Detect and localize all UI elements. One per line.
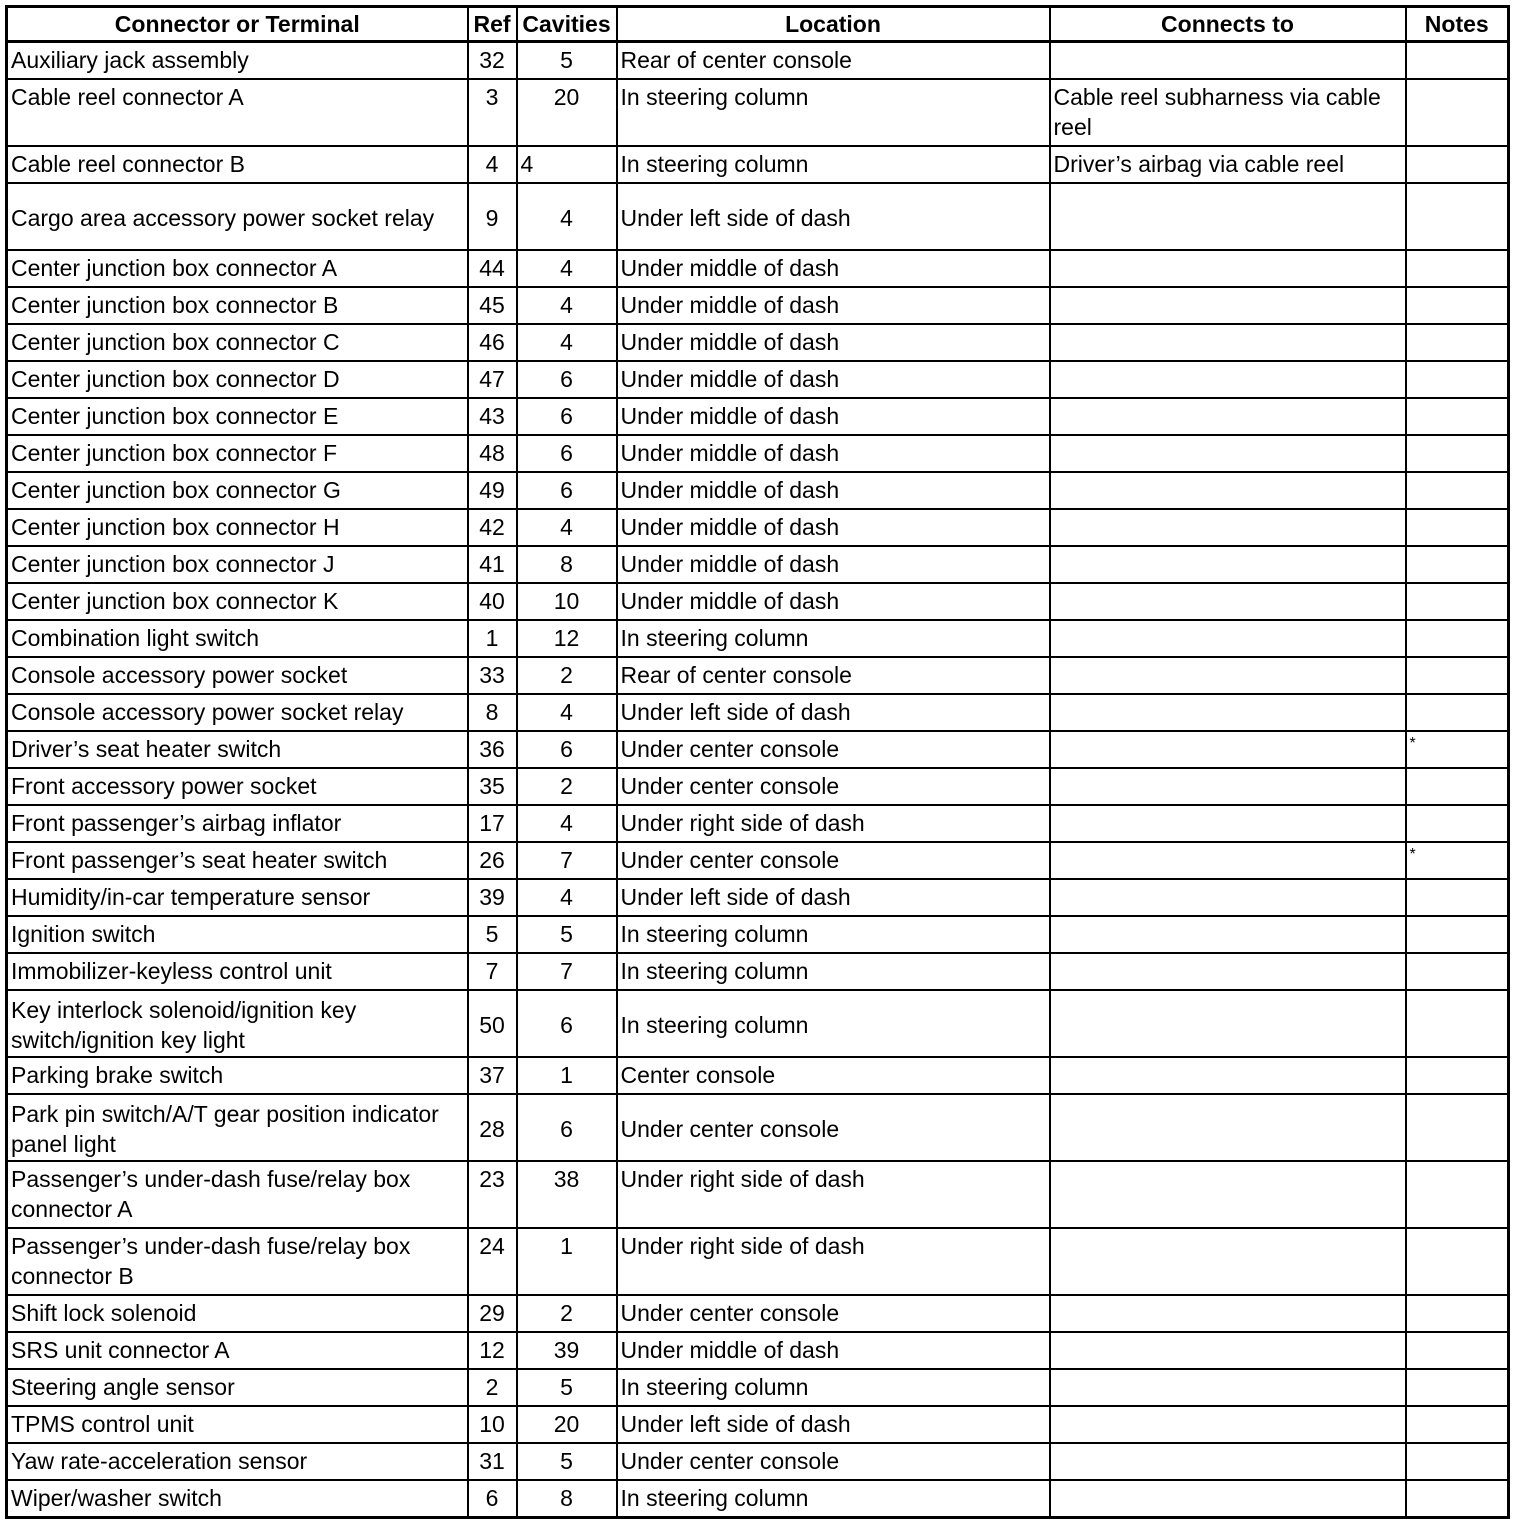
cell-notes — [1406, 1480, 1509, 1518]
cell-ref: 40 — [468, 583, 517, 620]
cell-connector: Wiper/washer switch — [7, 1480, 468, 1518]
header-connector: Connector or Terminal — [7, 7, 468, 42]
cell-notes — [1406, 657, 1509, 694]
table-row — [7, 250, 1509, 287]
table-row — [7, 509, 1509, 546]
cell-ref: 3 — [468, 79, 517, 146]
cell-notes — [1406, 1332, 1509, 1369]
header-location: Location — [617, 7, 1050, 42]
cell-connector: Center junction box connector H — [7, 509, 468, 546]
cell-connects-to — [1050, 42, 1406, 80]
cell-location: In steering column — [617, 953, 1050, 990]
cell-ref: 10 — [468, 1406, 517, 1443]
cell-ref: 32 — [468, 42, 517, 80]
cell-connector: Key interlock solenoid/ignition key switch/ignition key light — [7, 990, 468, 1057]
cell-location: Under middle of dash — [617, 1332, 1050, 1369]
cell-connects-to — [1050, 805, 1406, 842]
cell-connects-to — [1050, 879, 1406, 916]
cell-cavities: 5 — [517, 916, 617, 953]
cell-connects-to — [1050, 1228, 1406, 1295]
header-row — [7, 7, 1509, 42]
cell-connector: Parking brake switch — [7, 1057, 468, 1094]
cell-location: In steering column — [617, 990, 1050, 1057]
cell-connector: TPMS control unit — [7, 1406, 468, 1443]
cell-location: Under right side of dash — [617, 1161, 1050, 1228]
cell-location: Under center console — [617, 731, 1050, 768]
cell-ref: 24 — [468, 1228, 517, 1295]
cell-connects-to — [1050, 435, 1406, 472]
cell-notes — [1406, 42, 1509, 80]
cell-ref: 4 — [468, 146, 517, 183]
table-row — [7, 1406, 1509, 1443]
cell-ref: 6 — [468, 1480, 517, 1518]
cell-ref: 26 — [468, 842, 517, 879]
cell-notes — [1406, 583, 1509, 620]
cell-connector: Yaw rate-acceleration sensor — [7, 1443, 468, 1480]
cell-connects-to — [1050, 990, 1406, 1057]
cell-location: Under center console — [617, 1094, 1050, 1161]
cell-ref: 33 — [468, 657, 517, 694]
cell-cavities: 6 — [517, 361, 617, 398]
cell-cavities: 2 — [517, 768, 617, 805]
cell-connector: Immobilizer-keyless control unit — [7, 953, 468, 990]
cell-connects-to — [1050, 1369, 1406, 1406]
cell-notes — [1406, 990, 1509, 1057]
cell-ref: 45 — [468, 287, 517, 324]
cell-notes — [1406, 768, 1509, 805]
cell-cavities: 2 — [517, 1295, 617, 1332]
cell-connects-to — [1050, 1094, 1406, 1161]
table-row — [7, 1057, 1509, 1094]
cell-connects-to — [1050, 1295, 1406, 1332]
cell-location: Under left side of dash — [617, 183, 1050, 250]
cell-cavities: 4 — [517, 250, 617, 287]
cell-cavities: 6 — [517, 472, 617, 509]
cell-connects-to — [1050, 509, 1406, 546]
table-row — [7, 1332, 1509, 1369]
cell-notes — [1406, 324, 1509, 361]
cell-ref: 37 — [468, 1057, 517, 1094]
cell-ref: 49 — [468, 472, 517, 509]
table-row — [7, 1443, 1509, 1480]
table-row — [7, 1369, 1509, 1406]
cell-location: Under center console — [617, 1443, 1050, 1480]
cell-connector: Cable reel connector A — [7, 79, 468, 146]
cell-ref: 29 — [468, 1295, 517, 1332]
connector-table — [5, 5, 1510, 1519]
cell-ref: 44 — [468, 250, 517, 287]
cell-cavities: 4 — [517, 183, 617, 250]
cell-cavities: 4 — [517, 694, 617, 731]
cell-notes — [1406, 472, 1509, 509]
cell-location: In steering column — [617, 146, 1050, 183]
cell-cavities: 10 — [517, 583, 617, 620]
table-row — [7, 472, 1509, 509]
cell-connector: SRS unit connector A — [7, 1332, 468, 1369]
table-row — [7, 398, 1509, 435]
cell-ref: 2 — [468, 1369, 517, 1406]
cell-notes — [1406, 620, 1509, 657]
cell-location: Under center console — [617, 1295, 1050, 1332]
cell-connects-to — [1050, 953, 1406, 990]
cell-ref: 42 — [468, 509, 517, 546]
table-row — [7, 879, 1509, 916]
cell-notes — [1406, 1161, 1509, 1228]
cell-location: Under middle of dash — [617, 398, 1050, 435]
cell-location: Under middle of dash — [617, 583, 1050, 620]
cell-connects-to — [1050, 472, 1406, 509]
table-row — [7, 583, 1509, 620]
table-row — [7, 435, 1509, 472]
cell-connector: Ignition switch — [7, 916, 468, 953]
cell-location: Under middle of dash — [617, 287, 1050, 324]
cell-location: In steering column — [617, 916, 1050, 953]
cell-location: In steering column — [617, 1480, 1050, 1518]
table-row — [7, 1161, 1509, 1228]
cell-notes — [1406, 879, 1509, 916]
cell-connector: Passenger’s under-dash fuse/relay box connector B — [7, 1228, 468, 1295]
cell-cavities: 4 — [517, 287, 617, 324]
cell-location: Under middle of dash — [617, 250, 1050, 287]
table-row — [7, 694, 1509, 731]
cell-location: Under middle of dash — [617, 472, 1050, 509]
cell-connector: Front accessory power socket — [7, 768, 468, 805]
header-cavities: Cavities — [517, 7, 617, 42]
cell-connector: Front passenger’s airbag inflator — [7, 805, 468, 842]
cell-notes — [1406, 183, 1509, 250]
cell-notes — [1406, 435, 1509, 472]
table-row — [7, 183, 1509, 250]
cell-notes — [1406, 694, 1509, 731]
cell-connects-to — [1050, 731, 1406, 768]
cell-ref: 5 — [468, 916, 517, 953]
cell-ref: 1 — [468, 620, 517, 657]
table-row — [7, 42, 1509, 80]
cell-location: Under right side of dash — [617, 805, 1050, 842]
table-row — [7, 731, 1509, 768]
cell-connects-to — [1050, 1406, 1406, 1443]
table-row — [7, 805, 1509, 842]
cell-ref: 50 — [468, 990, 517, 1057]
cell-connects-to — [1050, 768, 1406, 805]
table-row — [7, 1295, 1509, 1332]
cell-ref: 46 — [468, 324, 517, 361]
header-ref: Ref — [468, 7, 517, 42]
cell-connector: Shift lock solenoid — [7, 1295, 468, 1332]
cell-connects-to — [1050, 1332, 1406, 1369]
table-row — [7, 953, 1509, 990]
cell-cavities: 2 — [517, 657, 617, 694]
cell-connector: Front passenger’s seat heater switch — [7, 842, 468, 879]
cell-connects-to — [1050, 1057, 1406, 1094]
cell-connects-to — [1050, 583, 1406, 620]
cell-location: In steering column — [617, 79, 1050, 146]
cell-connector: Center junction box connector A — [7, 250, 468, 287]
table-row — [7, 620, 1509, 657]
cell-location: Under left side of dash — [617, 879, 1050, 916]
cell-connects-to — [1050, 842, 1406, 879]
cell-cavities: 8 — [517, 1480, 617, 1518]
cell-notes — [1406, 1443, 1509, 1480]
table-row — [7, 546, 1509, 583]
cell-cavities: 4 — [517, 509, 617, 546]
cell-connects-to — [1050, 916, 1406, 953]
cell-cavities: 38 — [517, 1161, 617, 1228]
cell-cavities: 6 — [517, 398, 617, 435]
cell-connector: Steering angle sensor — [7, 1369, 468, 1406]
cell-connector: Park pin switch/A/T gear position indicator panel light — [7, 1094, 468, 1161]
cell-location: Under middle of dash — [617, 324, 1050, 361]
cell-connector: Passenger’s under-dash fuse/relay box connector A — [7, 1161, 468, 1228]
cell-cavities: 4 — [517, 324, 617, 361]
cell-connects-to — [1050, 1480, 1406, 1518]
cell-location: In steering column — [617, 620, 1050, 657]
cell-notes — [1406, 1057, 1509, 1094]
cell-cavities: 4 — [517, 146, 617, 183]
cell-connector: Cargo area accessory power socket relay — [7, 183, 468, 250]
cell-connector: Center junction box connector F — [7, 435, 468, 472]
cell-notes — [1406, 509, 1509, 546]
cell-connector: Auxiliary jack assembly — [7, 42, 468, 80]
cell-location: Under left side of dash — [617, 694, 1050, 731]
cell-notes — [1406, 398, 1509, 435]
cell-ref: 23 — [468, 1161, 517, 1228]
cell-ref: 28 — [468, 1094, 517, 1161]
cell-connects-to — [1050, 1443, 1406, 1480]
cell-connects-to: Driver’s airbag via cable reel — [1050, 146, 1406, 183]
table-row — [7, 79, 1509, 146]
cell-connector: Humidity/in-car temperature sensor — [7, 879, 468, 916]
cell-notes: * — [1406, 842, 1509, 879]
cell-location: Under center console — [617, 842, 1050, 879]
cell-cavities: 6 — [517, 990, 617, 1057]
cell-location: Under left side of dash — [617, 1406, 1050, 1443]
table-row — [7, 287, 1509, 324]
cell-connector: Center junction box connector C — [7, 324, 468, 361]
cell-connects-to — [1050, 398, 1406, 435]
cell-notes — [1406, 146, 1509, 183]
cell-ref: 48 — [468, 435, 517, 472]
cell-ref: 8 — [468, 694, 517, 731]
cell-ref: 36 — [468, 731, 517, 768]
cell-connector: Console accessory power socket — [7, 657, 468, 694]
cell-location: Under middle of dash — [617, 435, 1050, 472]
cell-notes — [1406, 1295, 1509, 1332]
cell-cavities: 7 — [517, 842, 617, 879]
cell-cavities: 5 — [517, 1443, 617, 1480]
cell-ref: 17 — [468, 805, 517, 842]
cell-location: Under center console — [617, 768, 1050, 805]
cell-connects-to — [1050, 546, 1406, 583]
table-row — [7, 842, 1509, 879]
cell-notes — [1406, 805, 1509, 842]
cell-connects-to — [1050, 1161, 1406, 1228]
cell-cavities: 8 — [517, 546, 617, 583]
cell-location: Under middle of dash — [617, 546, 1050, 583]
cell-ref: 43 — [468, 398, 517, 435]
cell-cavities: 6 — [517, 435, 617, 472]
cell-connector: Center junction box connector B — [7, 287, 468, 324]
cell-connects-to — [1050, 250, 1406, 287]
cell-cavities: 4 — [517, 879, 617, 916]
cell-notes — [1406, 1369, 1509, 1406]
table-row — [7, 990, 1509, 1057]
cell-location: Under middle of dash — [617, 509, 1050, 546]
table-row — [7, 916, 1509, 953]
cell-notes — [1406, 79, 1509, 146]
cell-connector: Center junction box connector K — [7, 583, 468, 620]
table-row — [7, 657, 1509, 694]
cell-connector: Center junction box connector D — [7, 361, 468, 398]
table-row — [7, 1094, 1509, 1161]
header-notes: Notes — [1406, 7, 1509, 42]
cell-notes — [1406, 1406, 1509, 1443]
cell-cavities: 1 — [517, 1057, 617, 1094]
cell-cavities: 6 — [517, 1094, 617, 1161]
cell-cavities: 39 — [517, 1332, 617, 1369]
cell-cavities: 5 — [517, 42, 617, 80]
cell-cavities: 6 — [517, 731, 617, 768]
table-row — [7, 146, 1509, 183]
cell-ref: 39 — [468, 879, 517, 916]
table-row — [7, 768, 1509, 805]
cell-notes — [1406, 916, 1509, 953]
cell-notes — [1406, 953, 1509, 990]
cell-notes: * — [1406, 731, 1509, 768]
cell-location: Under middle of dash — [617, 361, 1050, 398]
cell-location: Center console — [617, 1057, 1050, 1094]
cell-connector: Center junction box connector J — [7, 546, 468, 583]
cell-ref: 9 — [468, 183, 517, 250]
cell-connects-to — [1050, 324, 1406, 361]
cell-connector: Cable reel connector B — [7, 146, 468, 183]
cell-connects-to — [1050, 657, 1406, 694]
cell-notes — [1406, 361, 1509, 398]
cell-cavities: 20 — [517, 1406, 617, 1443]
cell-ref: 41 — [468, 546, 517, 583]
cell-location: In steering column — [617, 1369, 1050, 1406]
cell-connector: Center junction box connector E — [7, 398, 468, 435]
cell-ref: 31 — [468, 1443, 517, 1480]
cell-location: Rear of center console — [617, 42, 1050, 80]
cell-cavities: 7 — [517, 953, 617, 990]
table-row — [7, 324, 1509, 361]
cell-connects-to — [1050, 694, 1406, 731]
table-row — [7, 361, 1509, 398]
cell-location: Under right side of dash — [617, 1228, 1050, 1295]
table-row — [7, 1228, 1509, 1295]
cell-location: Rear of center console — [617, 657, 1050, 694]
cell-ref: 12 — [468, 1332, 517, 1369]
table-body — [7, 42, 1509, 1518]
cell-connects-to — [1050, 287, 1406, 324]
cell-notes — [1406, 546, 1509, 583]
cell-cavities: 20 — [517, 79, 617, 146]
cell-cavities: 4 — [517, 805, 617, 842]
cell-cavities: 12 — [517, 620, 617, 657]
header-connects-to: Connects to — [1050, 7, 1406, 42]
cell-connector: Center junction box connector G — [7, 472, 468, 509]
cell-ref: 47 — [468, 361, 517, 398]
cell-connects-to — [1050, 620, 1406, 657]
cell-notes — [1406, 1094, 1509, 1161]
cell-connects-to — [1050, 361, 1406, 398]
cell-notes — [1406, 1228, 1509, 1295]
cell-ref: 35 — [468, 768, 517, 805]
cell-connector: Combination light switch — [7, 620, 468, 657]
cell-connects-to — [1050, 183, 1406, 250]
cell-notes — [1406, 250, 1509, 287]
cell-connector: Driver’s seat heater switch — [7, 731, 468, 768]
cell-cavities: 1 — [517, 1228, 617, 1295]
cell-cavities: 5 — [517, 1369, 617, 1406]
cell-notes — [1406, 287, 1509, 324]
table-row — [7, 1480, 1509, 1518]
cell-connects-to: Cable reel subharness via cable reel — [1050, 79, 1406, 146]
cell-ref: 7 — [468, 953, 517, 990]
cell-connector: Console accessory power socket relay — [7, 694, 468, 731]
